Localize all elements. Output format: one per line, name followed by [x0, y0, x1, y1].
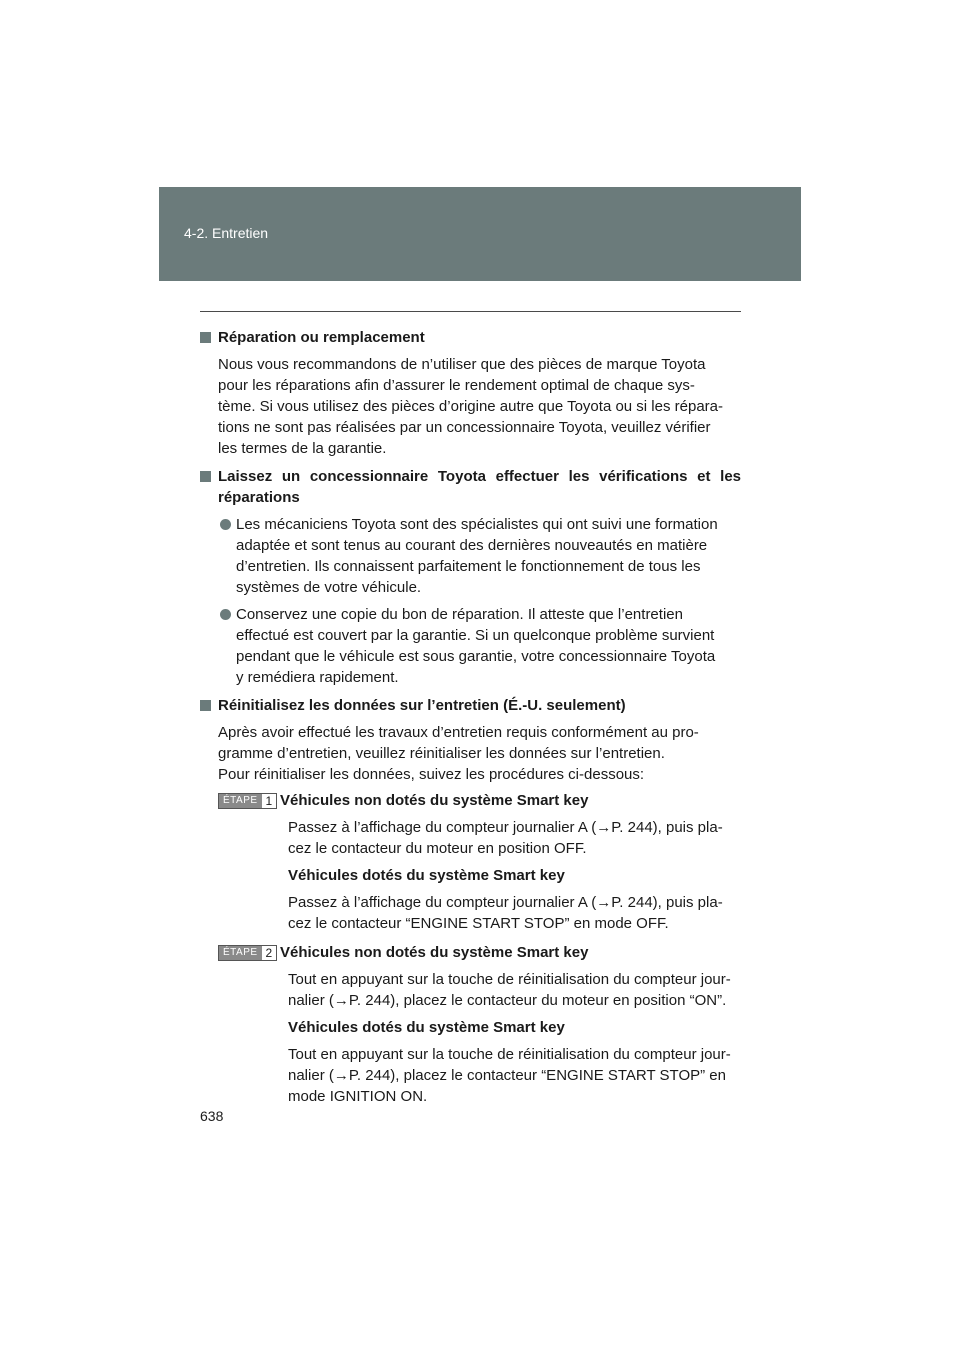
heading-repair: Réparation ou remplacement: [200, 327, 741, 348]
square-bullet-icon: [200, 332, 211, 343]
square-bullet-icon: [200, 471, 211, 482]
circle-bullet-icon: [220, 609, 231, 620]
step-text: Passez à l’affichage du compteur journalier A (→P. 244), puis pla- cez le contacteur “ENGINE START STOP” en mode OFF.: [288, 894, 723, 932]
step-text: Tout en appuyant sur la touche de réinitialisation du compteur jour- nalier (→P. 244), placez le contacteur “ENGINE START STOP” en mode IGNITION ON.: [288, 1046, 731, 1105]
step-badge: ÉTAPE 1: [218, 793, 277, 809]
square-bullet-icon: [200, 700, 211, 711]
step-text: Tout en appuyant sur la touche de réinitialisation du compteur jour- nalier (→P. 244), placez le contacteur du moteur en position “ON”.: [288, 971, 731, 1009]
header-rule: [200, 311, 741, 312]
page-number: 638: [200, 1108, 224, 1124]
step-subtitle: Véhicules non dotés du système Smart key: [280, 944, 589, 961]
bullet-item: Les mécaniciens Toyota sont des spécialistes qui ont suivi une formation adaptée et sont tenus au courant des dernières nouveautés en matière d’entretien. Ils connaissent parfaitement le fonctionnement de tous les systèmes de votre véhicule.: [200, 514, 741, 598]
header-band: [159, 187, 801, 281]
circle-bullet-icon: [220, 519, 231, 530]
step-1: [200, 790, 741, 934]
section-title: 4-2. Entretien: [184, 225, 269, 241]
step-subtitle: Véhicules dotés du système Smart key: [288, 1019, 565, 1036]
page-content: [200, 324, 741, 1107]
paragraph-repair: Nous vous recommandons de n’utiliser que des pièces de marque Toyota pour les réparations afin d’assurer le rendement optimal de chaque sys- tème. Si vous utilisez des pièces d’origine autre que Toyota ou si les répara- tions ne sont pas réalisées par un concessionnaire Toyota, veuillez vérifier les termes de la garantie.: [218, 356, 723, 457]
step-subtitle: Véhicules non dotés du système Smart key: [280, 792, 589, 809]
step-badge: ÉTAPE 2: [218, 945, 277, 961]
paragraph-reset: Après avoir effectué les travaux d’entretien requis conformément au pro- gramme d’entretien, veuillez réinitialiser les données sur l’entretien. Pour réinitialiser les données, suivez les procédures ci-dessous:: [218, 724, 699, 783]
heading-dealer: Laissez un concessionnaire Toyota effectuer les vérifications et les réparations: [200, 466, 741, 508]
step-subtitle: Véhicules dotés du système Smart key: [288, 867, 565, 884]
heading-reset: Réinitialisez les données sur l’entretien (É.-U. seulement): [200, 695, 741, 716]
step-2: [200, 942, 741, 1107]
bullet-item: Conservez une copie du bon de réparation. Il atteste que l’entretien effectué est couvert par la garantie. Si un quelconque problème survient pendant que le véhicule est sous garantie, votre concessionnaire Toyota y remédiera rapidement.: [200, 604, 741, 688]
step-text: Passez à l’affichage du compteur journalier A (→P. 244), puis pla- cez le contacteur du moteur en position OFF.: [288, 819, 723, 857]
